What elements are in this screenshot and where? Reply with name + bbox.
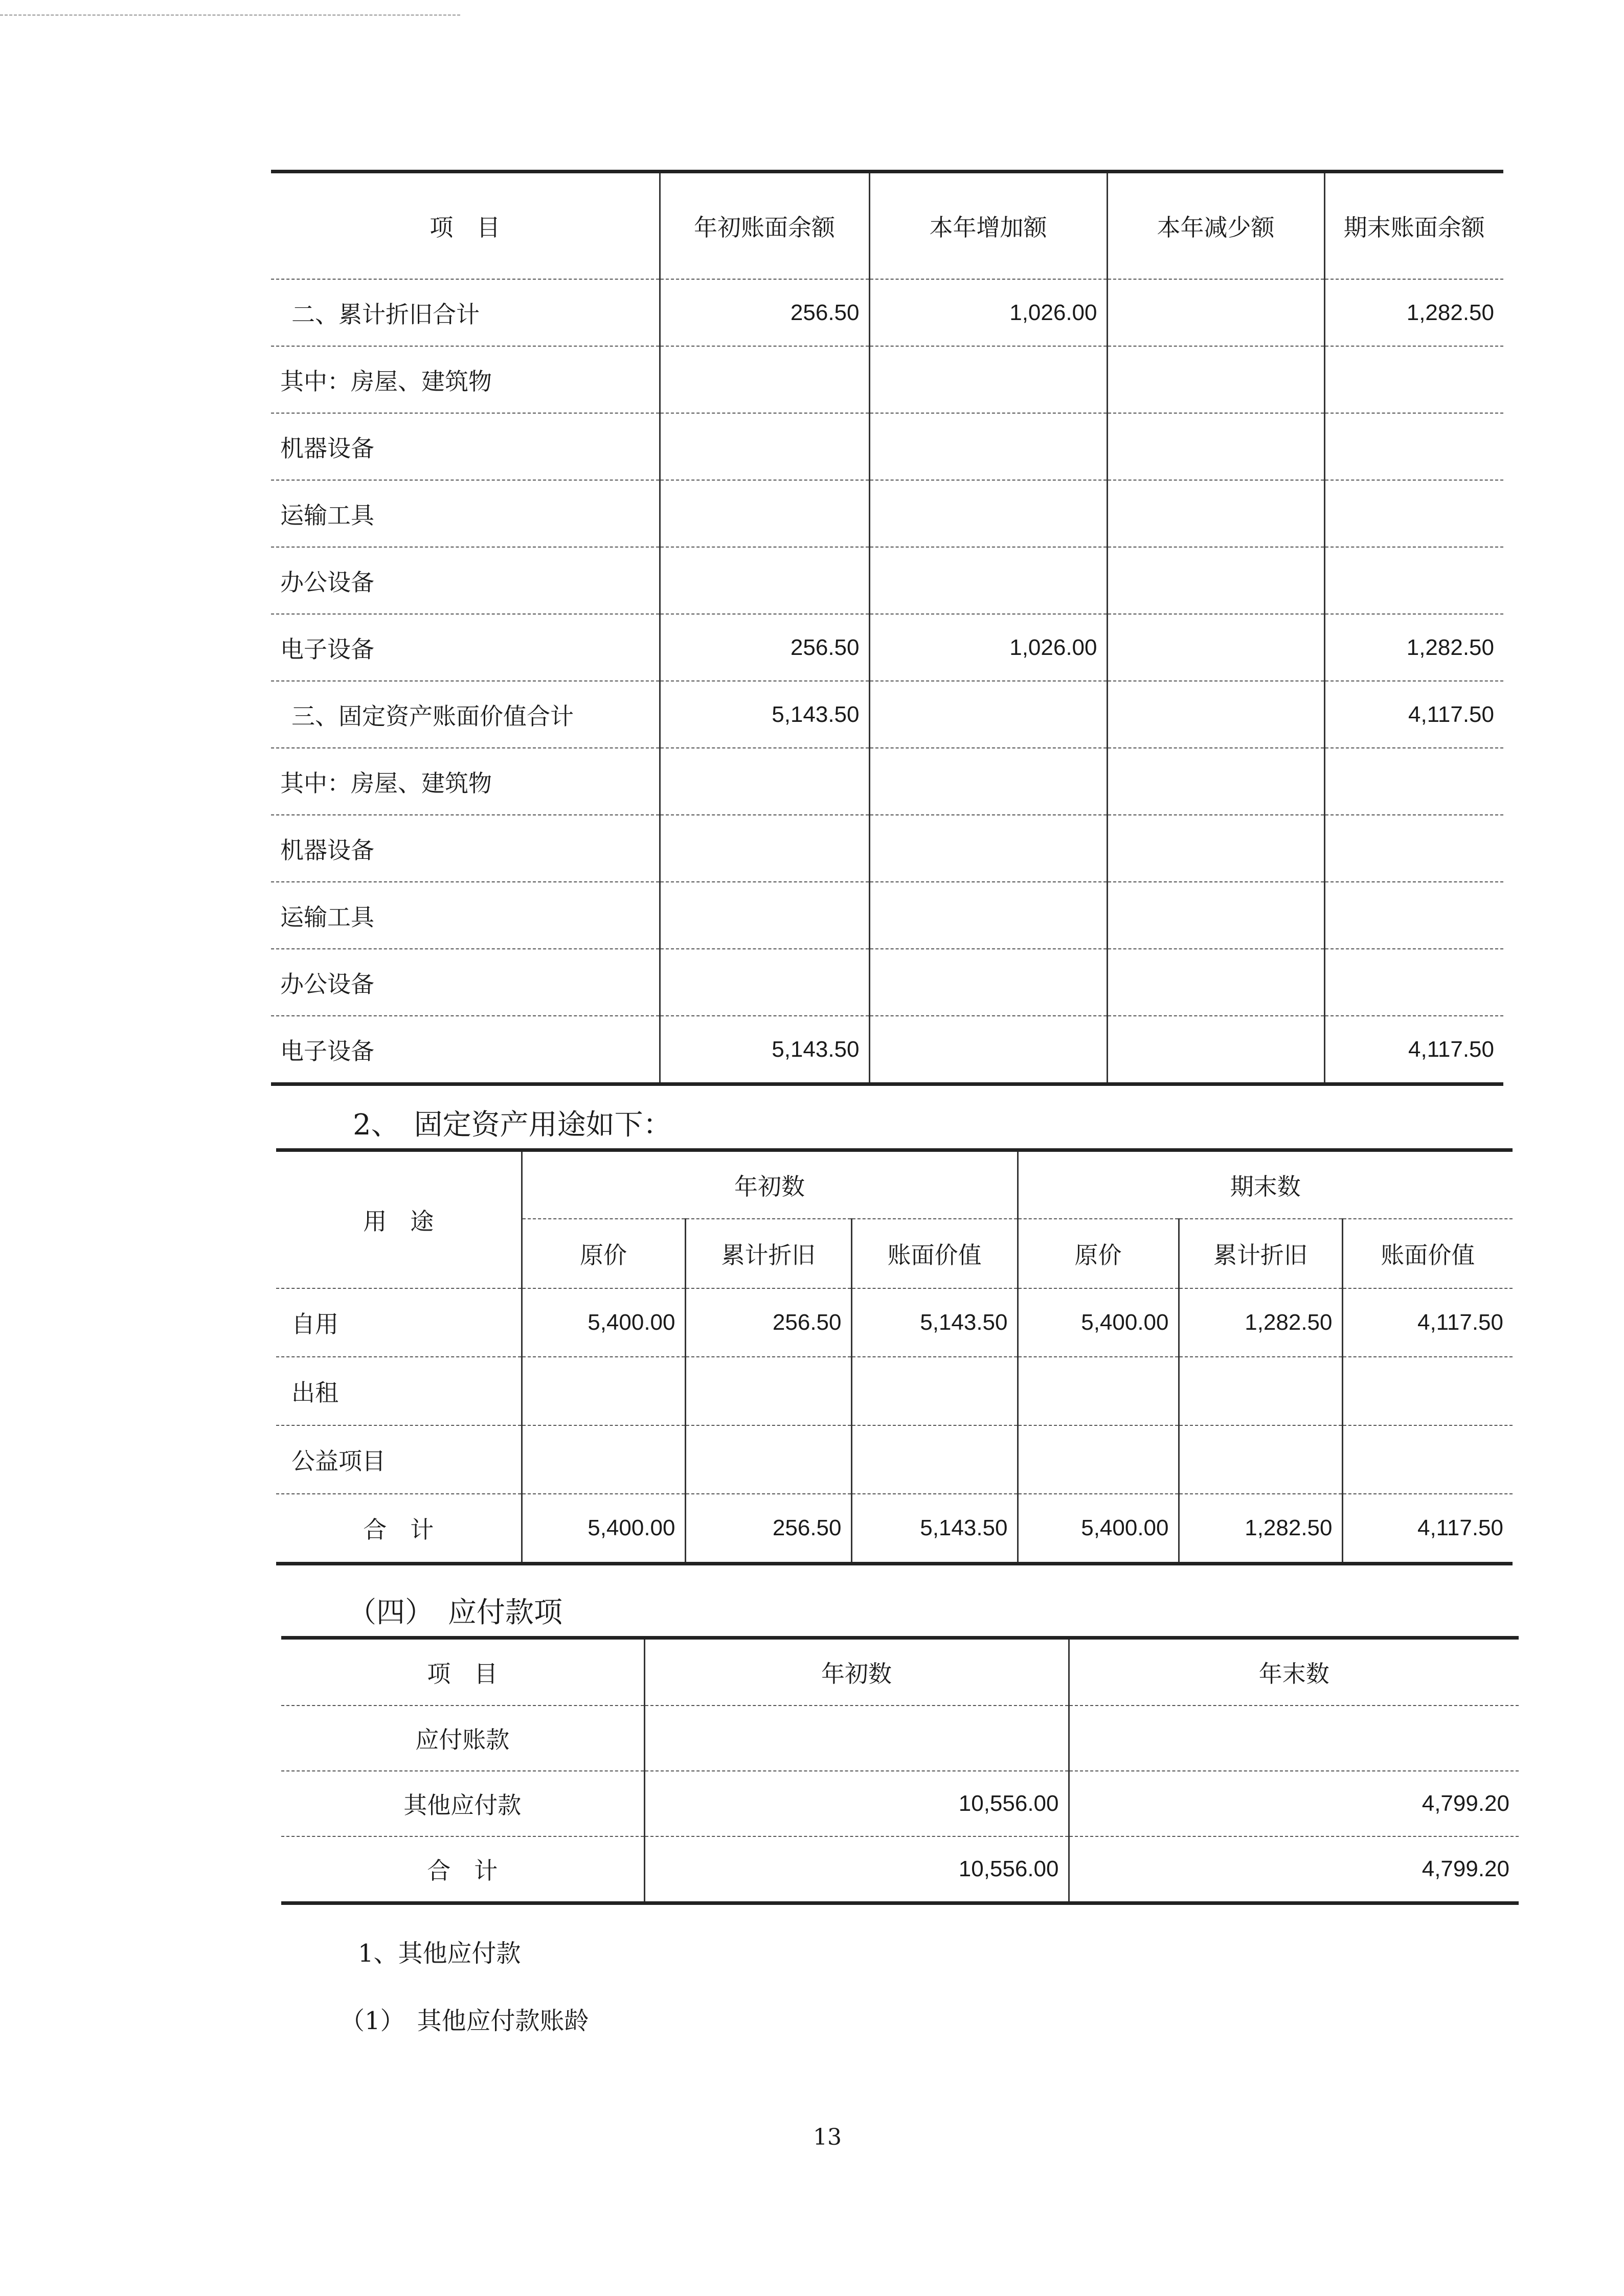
cell-value: 5,143.50	[660, 1016, 869, 1084]
cell-value	[869, 1016, 1107, 1084]
table-row	[271, 1016, 1503, 1084]
cell-value: 256.50	[685, 1494, 851, 1564]
cell-value	[1069, 1706, 1519, 1771]
cell-value	[685, 1357, 851, 1425]
cell-value: 1,282.50	[1179, 1494, 1342, 1564]
cell-value: 5,400.00	[1018, 1288, 1179, 1357]
table-row	[271, 681, 1503, 748]
cell-value: 256.50	[685, 1288, 851, 1357]
subsection-other-payables: 1、其他应付款	[358, 1939, 521, 1968]
cell-value	[869, 681, 1107, 748]
cell-value	[1107, 346, 1324, 413]
header-accum-depreciation: 累计折旧	[1179, 1219, 1342, 1288]
table-header-row	[276, 1150, 1513, 1219]
row-label: 其中：房屋、建筑物	[271, 748, 660, 815]
header-year-start: 年初数	[522, 1150, 1018, 1219]
cell-value	[644, 1706, 1069, 1771]
header-original-cost: 原价	[522, 1219, 685, 1288]
cell-value	[522, 1357, 685, 1425]
cell-value	[660, 346, 869, 413]
header-book-value: 账面价值	[1342, 1219, 1513, 1288]
cell-value: 10,556.00	[644, 1771, 1069, 1836]
cell-value	[1324, 480, 1503, 547]
scan-edge-line	[0, 14, 460, 16]
cell-value	[1107, 547, 1324, 614]
cell-value: 5,400.00	[1018, 1494, 1179, 1564]
cell-value: 4,799.20	[1069, 1771, 1519, 1836]
cell-value: 4,117.50	[1408, 1036, 1494, 1062]
table-header-row	[281, 1638, 1519, 1706]
cell-value: 1,282.50	[1324, 614, 1503, 681]
cell-value	[1324, 748, 1503, 815]
section-2-title: 2、 固定资产用途如下：	[353, 1108, 672, 1142]
cell-value	[1342, 1425, 1513, 1494]
header-purpose: 用 途	[276, 1150, 522, 1289]
cell-value	[1179, 1425, 1342, 1494]
cell-value: 4,799.20	[1422, 1856, 1509, 1881]
cell-value: 5,400.00	[522, 1288, 685, 1357]
table-row	[276, 1288, 1513, 1357]
cell-value: 10,556.00	[644, 1836, 1069, 1903]
cell-value	[660, 413, 869, 480]
cell-value	[1107, 413, 1324, 480]
cell-value	[1107, 949, 1324, 1016]
cell-value	[1107, 1016, 1324, 1084]
header-increase: 本年增加额	[869, 172, 1107, 280]
cell-value	[1107, 681, 1324, 748]
table-row	[271, 748, 1503, 815]
row-label: 电子设备	[271, 614, 660, 681]
cell-value	[869, 748, 1107, 815]
header-period-end: 期末数	[1018, 1150, 1513, 1219]
header-closing-balance: 期末账面余额	[1324, 172, 1503, 280]
cell-value	[1107, 748, 1324, 815]
table-row	[271, 882, 1503, 949]
header-book-value: 账面价值	[851, 1219, 1018, 1288]
table-header-row	[271, 172, 1503, 280]
table-row	[276, 1494, 1513, 1564]
row-label: 应付账款	[281, 1706, 644, 1771]
subsection-payables-aging: （1） 其他应付款账龄	[340, 2007, 589, 2035]
row-label: 二、累计折旧合计	[271, 279, 660, 346]
cell-value	[1107, 279, 1324, 346]
cell-value: 5,143.50	[851, 1494, 1018, 1564]
row-label: 电子设备	[271, 1016, 660, 1084]
asset-usage-table	[276, 1148, 1513, 1565]
header-original-cost: 原价	[1018, 1219, 1179, 1288]
cell-value: 4,117.50	[1342, 1288, 1513, 1357]
row-label: 合 计	[276, 1494, 522, 1564]
cell-value: 5,143.50	[851, 1288, 1018, 1357]
row-label: 其中：房屋、建筑物	[271, 346, 660, 413]
cell-value	[522, 1425, 685, 1494]
cell-value	[851, 1357, 1018, 1425]
cell-value: 1,282.50	[1324, 279, 1503, 346]
cell-value	[1107, 815, 1324, 882]
cell-value	[1324, 949, 1503, 1016]
payables-table	[281, 1636, 1519, 1905]
header-accum-depreciation: 累计折旧	[685, 1219, 851, 1288]
cell-value	[1324, 547, 1503, 614]
row-label: 机器设备	[271, 413, 660, 480]
cell-value: 1,282.50	[1179, 1288, 1342, 1357]
cell-value	[1179, 1357, 1342, 1425]
cell-value	[660, 882, 869, 949]
cell-value	[660, 480, 869, 547]
cell-value: 1,026.00	[869, 614, 1107, 681]
table-row	[271, 815, 1503, 882]
header-year-end: 年末数	[1069, 1638, 1519, 1706]
cell-value: 5,400.00	[522, 1494, 685, 1564]
cell-value	[1107, 882, 1324, 949]
row-label: 出租	[276, 1357, 522, 1425]
row-label: 运输工具	[271, 480, 660, 547]
table-row	[271, 547, 1503, 614]
row-label: 自用	[276, 1288, 522, 1357]
cell-value	[1107, 480, 1324, 547]
cell-value	[1342, 1357, 1513, 1425]
row-label: 三、固定资产账面价值合计	[271, 681, 660, 748]
table-row	[281, 1706, 1519, 1771]
header-item: 项 目	[281, 1638, 644, 1706]
cell-value	[1018, 1425, 1179, 1494]
page-number: 13	[813, 2124, 842, 2150]
table-row	[281, 1771, 1519, 1836]
cell-value: 4,117.50	[1417, 1515, 1503, 1540]
cell-value	[1324, 815, 1503, 882]
row-label: 公益项目	[276, 1425, 522, 1494]
section-4-title: （四） 应付款项	[348, 1596, 562, 1629]
cell-value	[660, 815, 869, 882]
cell-value	[660, 748, 869, 815]
row-label: 合 计	[281, 1836, 644, 1903]
row-label: 其他应付款	[281, 1771, 644, 1836]
row-label: 机器设备	[271, 815, 660, 882]
cell-value	[869, 346, 1107, 413]
table-row	[271, 279, 1503, 346]
cell-value	[1324, 346, 1503, 413]
header-opening-balance: 年初账面余额	[660, 172, 869, 280]
row-label: 办公设备	[271, 547, 660, 614]
cell-value	[1107, 614, 1324, 681]
cell-value	[869, 815, 1107, 882]
cell-value	[1018, 1357, 1179, 1425]
table-row	[271, 614, 1503, 681]
cell-value	[869, 480, 1107, 547]
cell-value	[869, 882, 1107, 949]
cell-value: 256.50	[660, 614, 869, 681]
header-item: 项 目	[271, 172, 660, 280]
header-decrease: 本年减少额	[1107, 172, 1324, 280]
cell-value	[869, 949, 1107, 1016]
table-row	[276, 1357, 1513, 1425]
depreciation-table	[271, 170, 1503, 1086]
row-label: 办公设备	[271, 949, 660, 1016]
cell-value	[869, 413, 1107, 480]
table-row	[276, 1425, 1513, 1494]
cell-value	[1324, 882, 1503, 949]
cell-value: 1,026.00	[869, 279, 1107, 346]
header-year-start: 年初数	[644, 1638, 1069, 1706]
cell-value	[685, 1425, 851, 1494]
cell-value	[869, 547, 1107, 614]
cell-value: 5,143.50	[660, 681, 869, 748]
cell-value: 4,117.50	[1324, 681, 1503, 748]
row-label: 运输工具	[271, 882, 660, 949]
cell-value: 256.50	[660, 279, 869, 346]
table-row	[271, 346, 1503, 413]
cell-value	[660, 547, 869, 614]
table-row	[271, 949, 1503, 1016]
table-row	[271, 480, 1503, 547]
cell-value	[660, 949, 869, 1016]
cell-value	[1324, 413, 1503, 480]
table-row	[271, 413, 1503, 480]
table-row	[281, 1836, 1519, 1903]
cell-value	[851, 1425, 1018, 1494]
